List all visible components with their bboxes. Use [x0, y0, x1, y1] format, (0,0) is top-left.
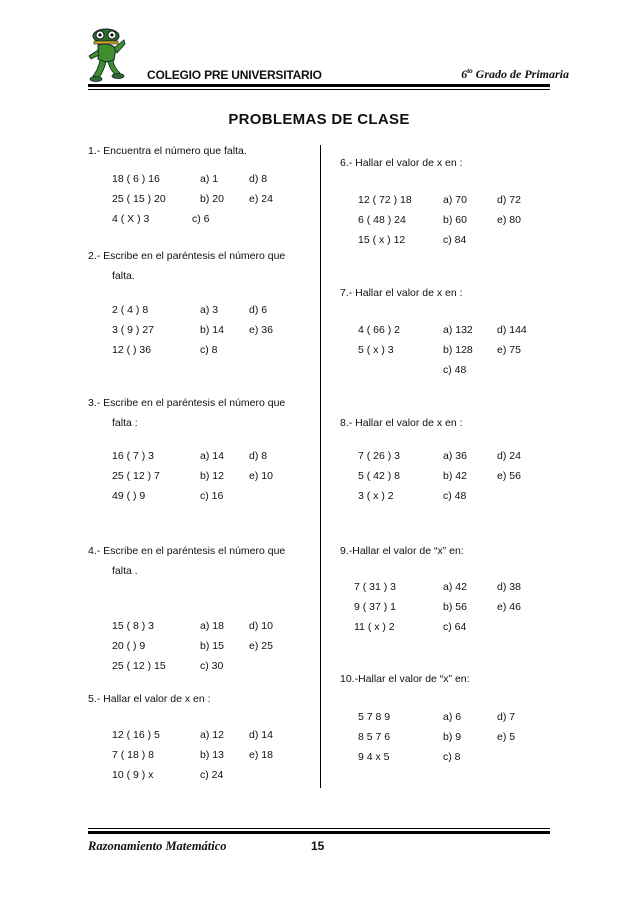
- p9-option: b) 56: [443, 601, 467, 613]
- p1-option: a) 1: [200, 173, 219, 185]
- p5-option: a) 12: [200, 729, 224, 741]
- p7-question: 7.- Hallar el valor de x en :: [340, 287, 463, 299]
- p8-option: b) 42: [443, 470, 467, 482]
- p10-question: 10.-Hallar el valor de “x” en:: [340, 673, 470, 685]
- p4-question-line1: 4.- Escribe en el paréntesis el número que: [88, 545, 286, 557]
- p2-expression: 12 ( ) 36: [112, 344, 152, 356]
- footer-rule-thin: [88, 828, 550, 829]
- p6-expression: 6 ( 48 ) 24: [358, 214, 406, 226]
- p8-expression: 7 ( 26 ) 3: [358, 450, 401, 462]
- p9-question: 9.-Hallar el valor de “x” en:: [340, 545, 464, 557]
- footer-rule-thick: [88, 831, 550, 834]
- column-divider: [320, 145, 321, 788]
- p8-option: a) 36: [443, 450, 467, 462]
- p4-option: a) 18: [200, 620, 224, 632]
- p5-option: c) 24: [200, 769, 224, 781]
- p1-expression: 25 ( 15 ) 20: [112, 193, 166, 205]
- p9-expression: 7 ( 31 ) 3: [354, 581, 397, 593]
- p8-expression: 3 ( x ) 2: [358, 490, 394, 502]
- p8-option: e) 56: [497, 470, 521, 482]
- p3-option: e) 10: [249, 470, 273, 482]
- page-title: PROBLEMAS DE CLASE: [228, 111, 410, 128]
- p2-option: d) 6: [249, 304, 268, 316]
- p3-option: d) 8: [249, 450, 268, 462]
- p7-expression: 5 ( x ) 3: [358, 344, 394, 356]
- header-rule-thick: [88, 84, 550, 87]
- p7-expression: 4 ( 66 ) 2: [358, 324, 401, 336]
- school-logo: [84, 26, 128, 84]
- page-number: 15: [311, 839, 325, 853]
- p3-expression: 49 ( ) 9: [112, 490, 146, 502]
- p6-option: d) 72: [497, 194, 521, 206]
- p2-expression: 2 ( 4 ) 8: [112, 304, 149, 316]
- p6-option: b) 60: [443, 214, 467, 226]
- grade-label: $6^{to}$ Grado de Primaria: [461, 67, 569, 81]
- p5-option: e) 18: [249, 749, 273, 761]
- p8-expression: 5 ( 42 ) 8: [358, 470, 401, 482]
- p9-option: a) 42: [443, 581, 467, 593]
- p10-option: a) 6: [443, 711, 462, 723]
- p6-expression: 15 ( x ) 12: [358, 234, 406, 246]
- p1-expression: 4 ( X ) 3: [112, 213, 150, 225]
- p7-option: b) 128: [443, 344, 473, 356]
- p9-expression: 9 ( 37 ) 1: [354, 601, 397, 613]
- p4-expression: 20 ( ) 9: [112, 640, 146, 652]
- p3-expression: 25 ( 12 ) 7: [112, 470, 160, 482]
- p1-option: d) 8: [249, 173, 268, 185]
- p9-expression: 11 ( x ) 2: [354, 621, 395, 633]
- p1-expression: 18 ( 6 ) 16: [112, 173, 160, 185]
- p3-expression: 16 ( 7 ) 3: [112, 450, 155, 462]
- p3-question-line1: 3.- Escribe en el paréntesis el número que: [88, 397, 286, 409]
- p5-expression: 7 ( 18 ) 8: [112, 749, 155, 761]
- p3-question-line2: falta :: [112, 417, 138, 429]
- p6-expression: 12 ( 72 ) 18: [358, 194, 412, 206]
- p6-option: c) 84: [443, 234, 467, 246]
- p10-option: d) 7: [497, 711, 516, 723]
- p5-question: 5.- Hallar el valor de x en :: [88, 693, 211, 705]
- p4-option: e) 25: [249, 640, 273, 652]
- p1-option: c) 6: [192, 213, 210, 225]
- p2-option: a) 3: [200, 304, 219, 316]
- p2-expression: 3 ( 9 ) 27: [112, 324, 155, 336]
- p2-option: e) 36: [249, 324, 273, 336]
- p8-option: c) 48: [443, 490, 467, 502]
- p6-option: a) 70: [443, 194, 467, 206]
- p9-option: e) 46: [497, 601, 521, 613]
- p7-option: e) 75: [497, 344, 521, 356]
- p7-option: d) 144: [497, 324, 527, 336]
- p2-option: c) 8: [200, 344, 218, 356]
- p9-option: d) 38: [497, 581, 521, 593]
- p5-option: d) 14: [249, 729, 273, 741]
- p5-expression: 10 ( 9 ) x: [112, 769, 154, 781]
- p3-option: b) 12: [200, 470, 224, 482]
- p4-option: b) 15: [200, 640, 224, 652]
- p6-question: 6.- Hallar el valor de x en :: [340, 157, 463, 169]
- p10-expression: 5 7 8 9: [358, 711, 391, 723]
- school-name: COLEGIO PRE UNIVERSITARIO: [147, 68, 322, 82]
- p4-expression: 25 ( 12 ) 15: [112, 660, 166, 672]
- p10-expression: 8 5 7 6: [358, 731, 391, 743]
- p7-option: c) 48: [443, 364, 467, 376]
- p2-question-line1: 2.- Escribe en el paréntesis el número que: [88, 250, 286, 262]
- p4-question-line2: falta .: [112, 565, 138, 577]
- p1-option: b) 20: [200, 193, 224, 205]
- p5-expression: 12 ( 16 ) 5: [112, 729, 160, 741]
- p1-question: 1.- Encuentra el número que falta.: [88, 145, 247, 157]
- p8-question: 8.- Hallar el valor de x en :: [340, 417, 463, 429]
- p10-option: b) 9: [443, 731, 462, 743]
- p6-option: e) 80: [497, 214, 521, 226]
- p3-option: c) 16: [200, 490, 224, 502]
- p8-option: d) 24: [497, 450, 521, 462]
- p7-option: a) 132: [443, 324, 473, 336]
- p3-option: a) 14: [200, 450, 224, 462]
- p1-option: e) 24: [249, 193, 273, 205]
- p2-option: b) 14: [200, 324, 224, 336]
- p10-expression: 9 4 x 5: [358, 751, 390, 763]
- p4-expression: 15 ( 8 ) 3: [112, 620, 155, 632]
- p10-option: e) 5: [497, 731, 516, 743]
- p9-option: c) 64: [443, 621, 467, 633]
- p4-option: c) 30: [200, 660, 224, 672]
- p4-option: d) 10: [249, 620, 273, 632]
- header-rule-thin: [88, 89, 550, 90]
- footer-subject: Razonamiento Matemático: [88, 839, 227, 853]
- p10-option: c) 8: [443, 751, 461, 763]
- p2-question-line2: falta.: [112, 270, 135, 282]
- p5-option: b) 13: [200, 749, 224, 761]
